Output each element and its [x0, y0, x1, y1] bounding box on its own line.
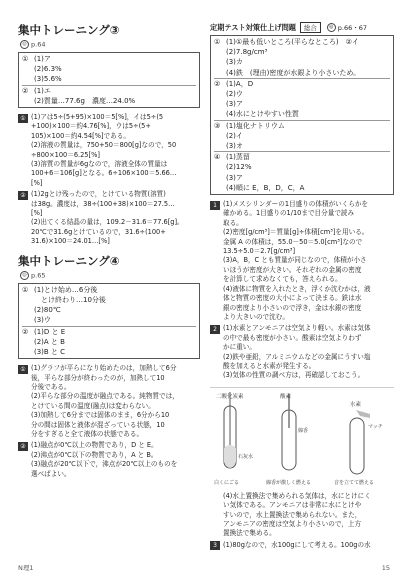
- explanation-item: [210, 200, 394, 322]
- answer-row: [22, 54, 196, 86]
- explanation-line: 選べばよい。: [31, 469, 71, 478]
- right-column: [210, 22, 394, 556]
- answer-row: [22, 86, 196, 106]
- explanation-item: [210, 541, 394, 551]
- explanation-line: いほうが密度が大きい。それぞれの金属の密度: [223, 265, 362, 274]
- gas-test-figure: [210, 387, 394, 488]
- answer-line: (2)A と B: [34, 337, 65, 346]
- answer-line: (3)ア: [226, 173, 243, 182]
- answer-number: ②: [22, 86, 29, 95]
- answer-row: [214, 79, 390, 121]
- label: 線香: [298, 427, 309, 434]
- answer-box: [18, 283, 200, 359]
- answer-line: (2)質量…77.6g 濃度…24.0%: [34, 96, 136, 105]
- answer-box: [210, 35, 394, 195]
- explanation-line: [%]: [31, 178, 43, 187]
- section-title: 集中トレーニング④: [18, 253, 120, 268]
- answer-line: (2)7.8g/cm³: [226, 48, 268, 57]
- explanation-line: (3)加熱して6分までは固体のまま，6分から10: [31, 411, 170, 420]
- answer-number: ③: [214, 121, 221, 130]
- explanation-line: 置換法で集める。: [223, 529, 276, 538]
- explanation-line: 取る。: [223, 218, 243, 227]
- explanation-line: (2)溶液の質量は，750+50＝800[g]なので，50: [31, 141, 177, 150]
- explanation-line: とけている間の温度(融点)は変わらない。: [31, 401, 155, 410]
- explanation-line: (1)メスシリンダーの1目盛りの体積がいくらかを: [223, 200, 369, 209]
- explanation-line: +100)×100＝約4.76[%]，ウは5÷(5+: [31, 122, 151, 131]
- answer-line: (1)D と E: [34, 327, 66, 336]
- explanation-line: の中で最も密度が小さい。酸素は空気よりわず: [223, 333, 362, 342]
- answer-row: [22, 327, 196, 358]
- label: 水素: [350, 401, 362, 408]
- answer-line: (2)6.3%: [34, 65, 62, 74]
- question-number-tag: 1: [210, 201, 220, 210]
- explanation-line: (4)水上置換法で集められる気体は，水にとけにく: [223, 491, 371, 500]
- match-icon: [356, 410, 370, 418]
- answer-number: ①: [22, 55, 29, 63]
- caption: 音を立てて燃える: [334, 479, 375, 486]
- left-column: [18, 22, 200, 485]
- answer-box: [18, 52, 200, 108]
- question-number-tag: 3: [210, 541, 220, 550]
- answer-line: (4)鉄 (理由)密度が水銀より小さいため。: [226, 68, 361, 77]
- label: 石灰水: [238, 453, 254, 460]
- explanation-line: 100+6＝106[g]となる。6÷106×100＝5.66…: [31, 169, 177, 178]
- answer-line: (4)順に E，B，D，C，A: [226, 183, 305, 192]
- explanation-item: [18, 113, 200, 188]
- explanations: [18, 364, 200, 479]
- book-icon: ◎: [20, 40, 29, 49]
- explanation-line: アンモニアの密度は空気より小さいので，上方: [223, 519, 362, 528]
- explanation-line: (2)鉄や亜鉛，アルミニウムなどの金属にうすい塩: [223, 352, 371, 361]
- explanation-line: は38g。濃度は，38÷(100+38)×100＝27.5…: [31, 199, 175, 208]
- answer-line: とけ終わり…10分後: [34, 295, 106, 304]
- answer-number: ①: [214, 38, 221, 46]
- explanation-line: [%]: [31, 209, 43, 218]
- page-reference: ◎ p.66・67: [327, 23, 367, 33]
- answer-row: [214, 152, 390, 193]
- section-badge: 総合: [300, 22, 321, 33]
- section-header: [210, 22, 394, 33]
- explanation-line: (1)水素とアンモニアは空気より軽い。水素は気体: [223, 324, 371, 333]
- explanation-line: 31.6)×100＝24.01…[%]: [31, 237, 110, 246]
- answer-line: (1)①最も低いところ(平らなところ) ②イ: [226, 38, 359, 46]
- explanation-line: (2)密度[g/cm³]＝質量[g]÷体積[cm³]を用いる。: [223, 228, 369, 237]
- explanation-line: 20℃で31.6gとけているので，31.6÷(100+: [31, 227, 166, 236]
- answer-line: (2)80℃: [34, 306, 61, 315]
- answer-line: (3)オ: [226, 142, 243, 151]
- page-number: 15: [381, 564, 390, 572]
- test-tube: [350, 418, 364, 474]
- explanation-line: 確かめる。1目盛りの1/10まで目分量で読み: [223, 209, 355, 218]
- explanation-line: 金属 A の体積は，55.0－50＝5.0[cm³]なので: [223, 237, 363, 246]
- explanation-line: (3)気体の性質の調べ方は，再確認しておこう。: [223, 371, 365, 380]
- answer-line: (1)ア: [34, 55, 51, 63]
- explanation-line: (1)融点が0℃以上の物質であり，D と E。: [31, 441, 158, 450]
- explanations: [210, 200, 394, 381]
- explanation-item: [210, 324, 394, 380]
- label: マッチ: [368, 423, 383, 430]
- page-reference: ◎ p.65: [20, 271, 200, 280]
- explanation-line: 後，平らな部分が終わったのが，加熱して10: [31, 373, 165, 382]
- explanation-item: [18, 441, 200, 479]
- answer-line: (1)とけ始め…6分後: [34, 285, 98, 294]
- explanation-line: すいので，水上置換法で集められない。また，: [223, 510, 362, 519]
- explanation-line: (2)出てくる結晶の量は，109.2－31.6＝77.6[g]。: [31, 218, 184, 227]
- explanation-line: (1)2gとけ残ったので，とけている物質(溶質): [31, 190, 166, 199]
- footer-label: N理1: [18, 564, 34, 572]
- explanation-line: い気体である。アンモニアは非常に水にとけや: [223, 501, 362, 510]
- explanation-line: 105)×100＝約4.54[%]である。: [31, 131, 130, 140]
- label: 酸素: [280, 393, 292, 400]
- explanation-line: (2)平らな部分の温度が融点である。純物質では，: [31, 392, 179, 401]
- explanation-line: かに重い。: [223, 343, 256, 352]
- answer-row: [214, 121, 390, 153]
- answer-line: (1)エ: [34, 86, 51, 95]
- book-icon: ◎: [20, 271, 29, 280]
- answer-number: ②: [214, 79, 221, 88]
- answer-line: (1)塩化ナトリウム: [226, 121, 285, 130]
- book-icon: ◎: [327, 23, 336, 32]
- answer-number: ④: [214, 153, 221, 162]
- explanation-line: (4)液体に物質を入れたとき，浮くか沈むかは，液: [223, 284, 371, 293]
- explanation-line: (2)沸点が0℃以下の物質であり，A と B。: [31, 450, 158, 459]
- limewater: [224, 445, 236, 468]
- answer-line: (2)イ: [226, 131, 243, 140]
- explanation-line: 銀の密度より小さいので浮き，金は水銀の密度: [223, 303, 362, 312]
- answer-line: (2)12%: [226, 163, 252, 172]
- explanation-line: 13.5÷5.0＝2.7[g/cm³]: [223, 247, 296, 256]
- explanation-item: [18, 190, 200, 246]
- answer-number: ②: [22, 327, 29, 336]
- explanation-item: [210, 492, 394, 539]
- explanation-line: ÷800×100＝6.25[%]: [31, 150, 100, 159]
- explanation-line: (3)融点が20℃以下で，沸点が20℃以上のものを: [31, 460, 178, 469]
- explanation-line: 分後である。: [31, 382, 71, 391]
- question-number-tag: ②: [18, 442, 28, 451]
- answer-line: (2)ウ: [226, 90, 243, 99]
- answer-line: (4)水にとけやすい性質: [226, 110, 299, 119]
- label: 二酸化炭素: [216, 393, 244, 400]
- explanations: [18, 113, 200, 247]
- section-title: 定期テスト対策仕上げ問題: [210, 22, 296, 32]
- explanation-line: (3)A，B，C とも質量が同じなので，体積が小さ: [223, 256, 367, 265]
- explanation-line: より大きいので沈む。: [223, 312, 289, 321]
- answer-line: (3)ア: [226, 100, 243, 109]
- explanation-line: 酸を加えると水素が発生する。: [223, 361, 316, 370]
- explanation-line: (1)グラフが平らになり始めたのは，加熱して6分: [31, 364, 177, 373]
- question-number-tag: ①: [18, 365, 28, 374]
- answer-line: (3)5.6%: [34, 75, 62, 84]
- answer-line: (3)ウ: [34, 316, 51, 325]
- explanation-line: 分をすぎると全て液体の状態である。: [31, 429, 144, 438]
- explanation-line: (3)溶質の質量が6gなので，溶液全体の質量は: [31, 160, 168, 169]
- section-title: 集中トレーニング③: [18, 23, 120, 37]
- explanations: [210, 492, 394, 551]
- explanation-line: 体と物質の密度の大小によって決まる。鉄は水: [223, 294, 362, 303]
- answer-line: (3)カ: [226, 58, 243, 67]
- explanation-line: 分の間は固体と液体が混ざっている状態，10: [31, 420, 165, 429]
- caption: 線香が激しく燃える: [266, 479, 312, 486]
- answer-number: ①: [22, 285, 29, 294]
- question-number-tag: ①: [18, 114, 28, 123]
- question-number-tag: ②: [18, 191, 28, 200]
- explanation-line: (1)アは5÷(5+95)×100＝5[%]，イは5÷(5: [31, 113, 164, 122]
- page-reference: ◎ p.64: [20, 40, 200, 49]
- explanation-line: を計算して求めなくても，答えられる。: [223, 275, 342, 284]
- answer-row: [22, 285, 196, 327]
- answer-line: (3)B と C: [34, 347, 66, 356]
- answer-line: (1)A，D: [226, 79, 254, 88]
- answer-row: [214, 37, 390, 79]
- answer-line: (1)蒸留: [226, 153, 250, 162]
- caption: 白くにごる: [214, 479, 240, 486]
- question-number-tag: 2: [210, 325, 220, 334]
- explanation-item: [18, 364, 200, 439]
- explanation-line: (1)80gなので，水100gにして考える。100gの水: [223, 540, 371, 549]
- gas-test-illustration: [210, 388, 394, 488]
